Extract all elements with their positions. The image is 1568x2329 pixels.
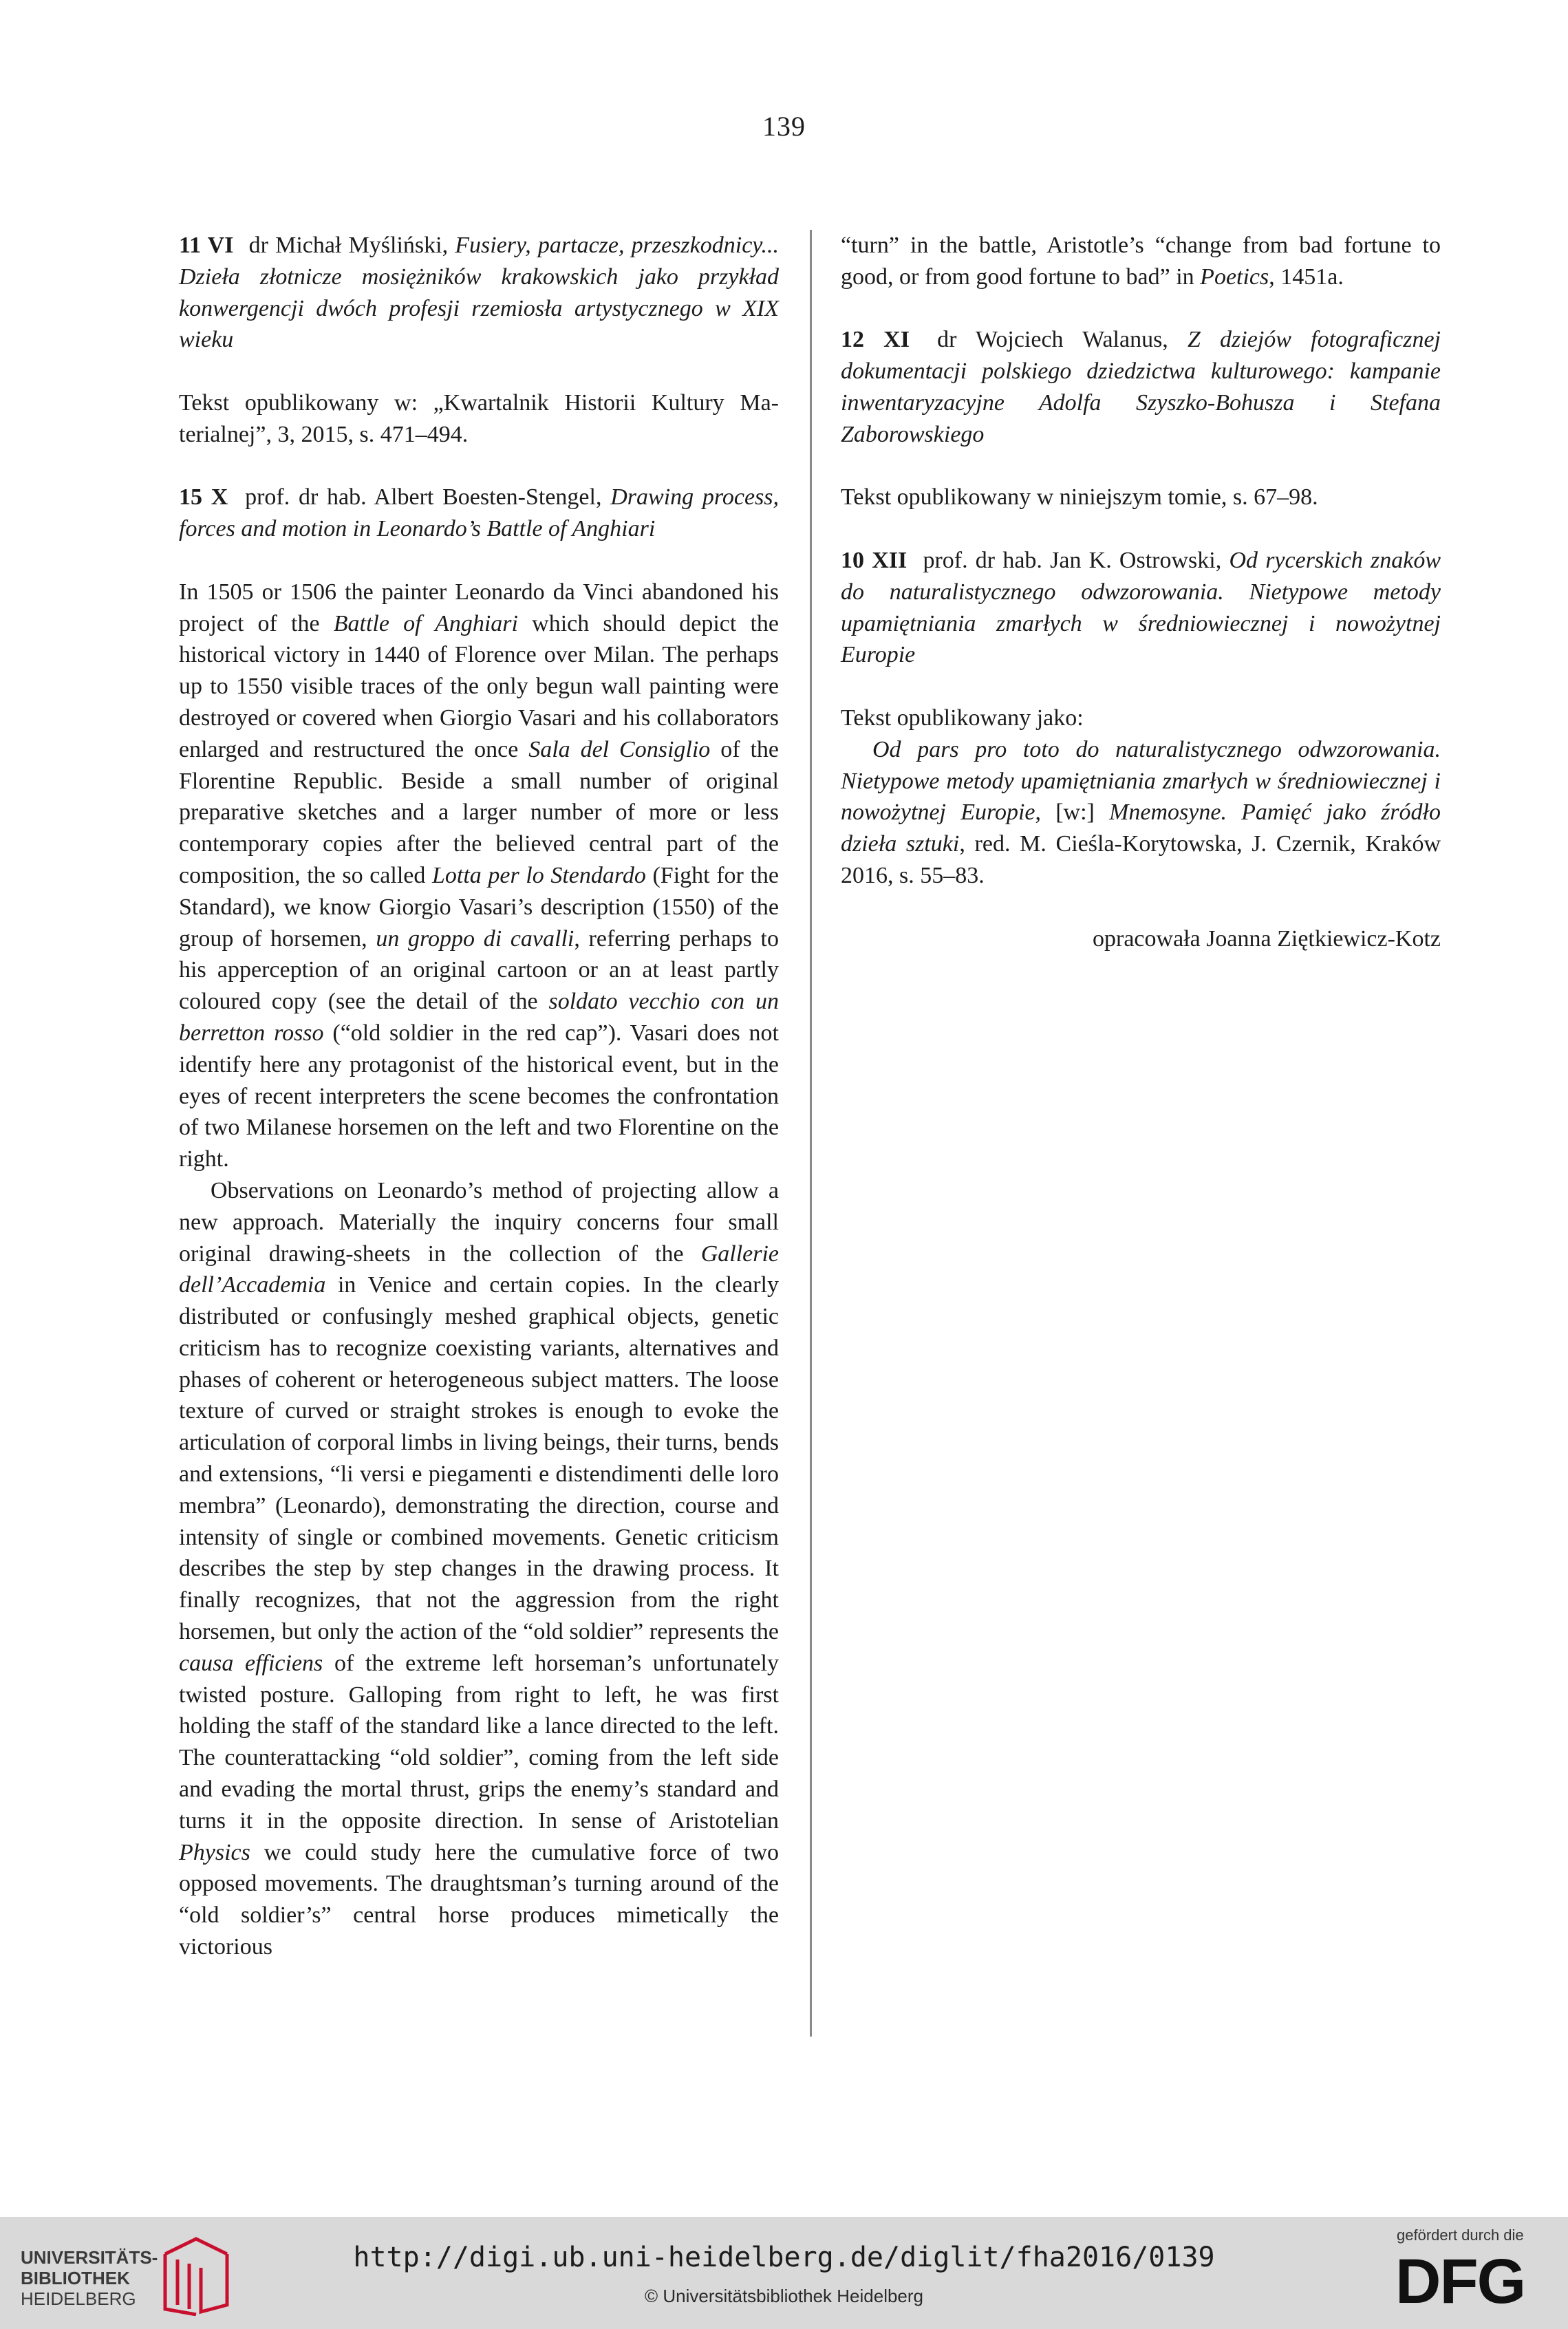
left-column — [179, 230, 779, 1995]
continuation-paragraph: “turn” in the battle, Aristotle’s “change from bad fortune to good, or from good fortune to bad” in Poetics, 1451a. — [841, 233, 1441, 290]
entry-author: dr Michał Myśliński, — [248, 233, 449, 258]
entry-publication-intro: Tekst opublikowany jako: — [841, 705, 1084, 731]
entry-number: 10 XII — [841, 547, 907, 573]
dfg-funded-by: gefördert durch die — [1397, 2226, 1524, 2244]
entry-title: Drawing process, forces and motion in Leonardo’s Battle of Anghiari — [179, 484, 780, 542]
entry-publication: Tekst opublikowany w niniejszym tomie, s. 67–98. — [841, 484, 1318, 511]
dfg-wordmark: DFG — [1395, 2246, 1525, 2317]
entry-heading — [179, 230, 779, 356]
entry-title: Fusiery, partacze, przeszkodnicy... Dzieła złotnicze mosiężników krakowskich jako przykład konwergencji dwóch profesji rzemiosła artystycznego w XIX wieku — [179, 233, 779, 353]
dfg-logo[interactable] — [1390, 2226, 1548, 2323]
page-number: 139 — [762, 111, 806, 142]
digitization-footer — [0, 2217, 1568, 2329]
entry-author: dr Wojciech Walanus, — [937, 327, 1168, 353]
column-divider — [810, 230, 812, 2037]
entry-publication: Od pars pro toto do naturalistycznego odwzorowania. Nietypowe metody upamiętniania zmarłych w średniowiecznej i nowożytnej Europie, [w:] Mnemosyne. Pamięć jako źródło dzieła sztuki, red. M. Cieśla-Korytowska, J. Czernik, Kraków 2016, s. 55–83. — [841, 736, 1441, 888]
entry-walanus — [841, 324, 1441, 513]
entry-author: prof. dr hab. Albert Boesten-Stengel, — [245, 484, 602, 511]
entry-number: 11 VI — [179, 233, 234, 258]
abstract-continuation — [841, 230, 1441, 293]
right-column — [841, 230, 1441, 954]
entry-myslinski — [179, 230, 779, 451]
abstract-paragraph-1: In 1505 or 1506 the painter Leonardo da Vinci abandoned his project of the Battle of Anghiari which should depict the historical victory in 1440 of Florence over Milan. The perhaps up to 1550 visible traces of the only begun wall painting were destroyed or covered when Giorgio Vasari and his collaborators enlarged and restructured the once Sala del Consiglio of the Florentine Republic. Beside a small number of original preparative sketches and a larger number of more or less contemporary copies after the believed central part of the composition, the so called Lotta per lo Stendardo (Fight for the Standard), we know Giorgio Vasari’s description (1550) of the group of horsemen, un groppo di cavalli, referring perhaps to his apperception of an original cartoon or an at least partly coloured copy (see the detail of the soldato vecchio con un berretton rosso (“old soldier in the red cap”). Vasari does not identify here any protagonist of the historical event, but in the eyes of recent interpreters the scene becomes the confrontation of two Milanese horsemen on the left and two Florentine on the right. — [179, 579, 779, 1172]
entry-heading — [179, 482, 779, 545]
entry-number: 12 XI — [841, 327, 910, 353]
abstract-paragraph-2: Observations on Leonardo’s method of projecting allow a new approach. Materially the inquiry concerns four small original drawing-sheets in the collection of the Gallerie dell’Accademia in Venice and certain copies. In the clearly distributed or confusingly meshed graphical objects, genetic criticism has to recognize coexisting variants, alternatives and phases of coherent or heterogeneous subject matters. The loose texture of curved or straight strokes is enough to evoke the articulation of corporal limbs in living beings, their turns, bends and extensions, “li versi e piegamenti e distendimenti delle loro membra” (Leonardo), demonstrating the direction, course and intensity of single or combined movements. Genetic criticism describes the step by step changes in the drawing process. It finally recognizes, that not the aggression from the right horsemen, but only the action of the “old soldier” represents the causa efficiens of the extreme left horseman’s unfortunately twisted posture. Galloping from right to left, he was first holding the staff of the standard like a lance directed to the left. The counterattacking “old soldier”, coming from the left side and evading the mortal thrust, grips the enemy’s standard and turns it in the opposite direction. In sense of Aristotelian Physics we could study here the cumulative force of two opposed movements. The draughtsman’s turning around of the “old soldier’s” central horse produces mimetically the victorious — [179, 1177, 779, 1960]
entry-title: Z dziejów fotograficznej dokumentacji polskiego dziedzictwa kulturowego: kampanie inwentaryzacyjne Adolfa Szyszko-Bohusza i Stefana Zaborowskiego — [841, 327, 1441, 447]
footer-copyright: © Universitätsbibliothek Heidelberg — [644, 2286, 924, 2306]
entry-boesten-stengel — [179, 482, 779, 1962]
logo-text: UNIVERSITÄTS- BIBLIOTHEK HEIDELBERG — [21, 2247, 158, 2309]
entry-heading — [841, 545, 1441, 671]
entry-ostrowski — [841, 545, 1441, 892]
entry-publication: Tekst opublikowany w: „Kwartalnik Historii Kultury Materialnej”, 3, 2015, s. 471–494. — [179, 389, 779, 447]
footer-url-link[interactable]: http://digi.ub.uni-heidelberg.de/diglit/fha2016/0139 — [353, 2242, 1215, 2273]
entry-heading — [841, 324, 1441, 450]
entry-title: Od rycerskich znaków do naturalistycznego odwzorowania. Nietypowe metody upamiętniania zmarłych w średniowiecznej i nowożytnej Europie — [841, 547, 1441, 668]
compiler-signature: opracowała Joanna Ziętkiewicz-Kotz — [1093, 925, 1441, 952]
entry-author: prof. dr hab. Jan K. Ostrowski, — [923, 547, 1222, 573]
entry-number: 15 X — [179, 484, 228, 511]
